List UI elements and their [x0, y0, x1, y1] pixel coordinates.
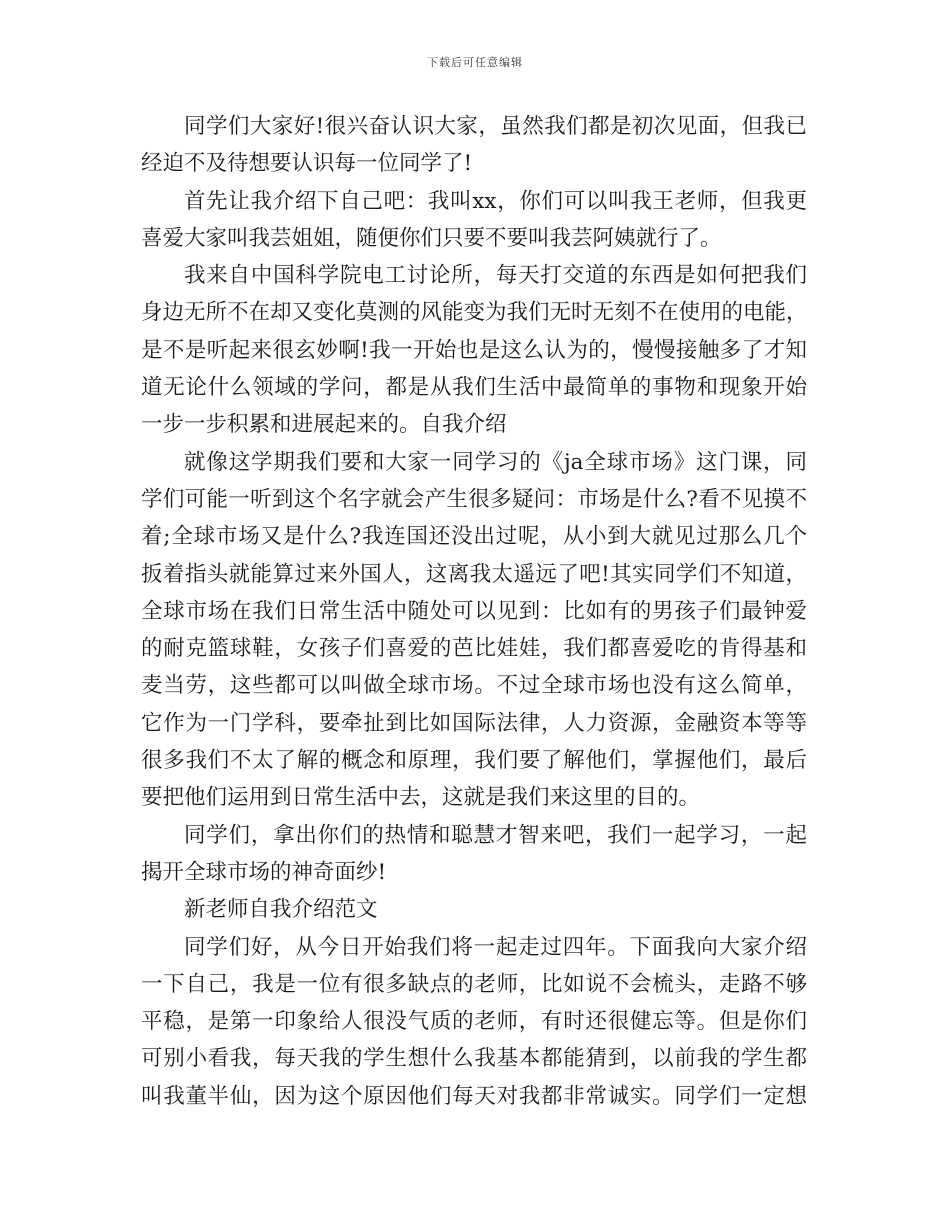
paragraph-line: 道无论什么领域的学问，都是从我们生活中最简单的事物和现象开始 — [141, 375, 807, 401]
paragraph-line: 学们可能一听到这个名字就会产生很多疑问：市场是什么?看不见摸不 — [141, 486, 807, 512]
page-header: 下载后可任意编辑 — [427, 56, 523, 69]
paragraph-line: 身边无所不在却又变化莫测的风能变为我们无时无刻不在使用的电能， — [141, 300, 808, 326]
paragraph-line: 一下自己，我是一位有很多缺点的老师，比如说不会梳头，走路不够 — [141, 971, 807, 997]
paragraph-line: 它作为一门学科，要牵扯到比如国际法律，人力资源，金融资本等等 — [141, 710, 807, 736]
paragraph-line: 一步一步积累和进展起来的。自我介绍 — [141, 412, 507, 438]
paragraph-3 — [141, 257, 807, 443]
paragraph-line: 很多我们不太了解的概念和原理，我们要了解他们，掌握他们，最后 — [141, 748, 807, 774]
paragraph-line: 叫我董半仙，因为这个原因他们每天对我都非常诚实。同学们一定想 — [141, 1083, 807, 1109]
paragraph-line: 扳着指头就能算过来外国人，这离我太遥远了吧!其实同学们不知道， — [141, 561, 807, 587]
paragraph-line: 同学们，拿出你们的热情和聪慧才智来吧，我们一起学习，一起 — [184, 822, 807, 848]
section-title: 新老师自我介绍范文 — [184, 897, 378, 923]
paragraph-line: 同学们大家好!很兴奋认识大家，虽然我们都是初次见面，但我已 — [184, 114, 807, 139]
paragraph-line: 揭开全球市场的神奇面纱! — [141, 859, 387, 885]
paragraph-line: 喜爱大家叫我芸姐姐，随便你们只要不要叫我芸阿姨就行了。 — [141, 225, 722, 251]
paragraph-5 — [141, 817, 807, 892]
paragraph-line: 要把他们运用到日常生活中去，这就是我们来这里的目的。 — [141, 785, 701, 811]
paragraph-1 — [141, 108, 807, 183]
document-body — [141, 108, 807, 1115]
paragraph-line: 的耐克篮球鞋，女孩子们喜爱的芭比娃娃，我们都喜爱吃的肯得基和 — [141, 636, 807, 662]
paragraph-line: 经迫不及待想要认识每一位同学了! — [141, 151, 473, 177]
paragraph-line: 首先让我介绍下自己吧：我叫xx，你们可以叫我王老师，但我更 — [184, 188, 807, 214]
section-heading — [141, 891, 807, 928]
paragraph-line: 平稳，是第一印象给人很没气质的老师，有时还很健忘等。但是你们 — [141, 1009, 807, 1035]
paragraph-line: 是不是听起来很玄妙啊!我一开始也是这么认为的，慢慢接触多了才知 — [141, 337, 807, 363]
paragraph-line: 着;全球市场又是什么?我连国还没出过呢，从小到大就见过那么几个 — [141, 524, 807, 550]
paragraph-2 — [141, 183, 807, 258]
paragraph-line: 全球市场在我们日常生活中随处可以见到：比如有的男孩子们最钟爱 — [141, 598, 807, 624]
paragraph-line: 我来自中国科学院电工讨论所，每天打交道的东西是如何把我们 — [184, 263, 807, 289]
paragraph-4 — [141, 444, 807, 817]
paragraph-6 — [141, 929, 807, 1115]
paragraph-line: 就像这学期我们要和大家一同学习的《ja全球市场》这门课，同 — [184, 449, 807, 475]
paragraph-line: 麦当劳，这些都可以叫做全球市场。不过全球市场也没有这么简单， — [141, 673, 807, 699]
paragraph-line: 可别小看我，每天我的学生想什么我基本都能猜到，以前我的学生都 — [141, 1046, 807, 1072]
paragraph-line: 同学们好，从今日开始我们将一起走过四年。下面我向大家介绍 — [184, 934, 807, 960]
